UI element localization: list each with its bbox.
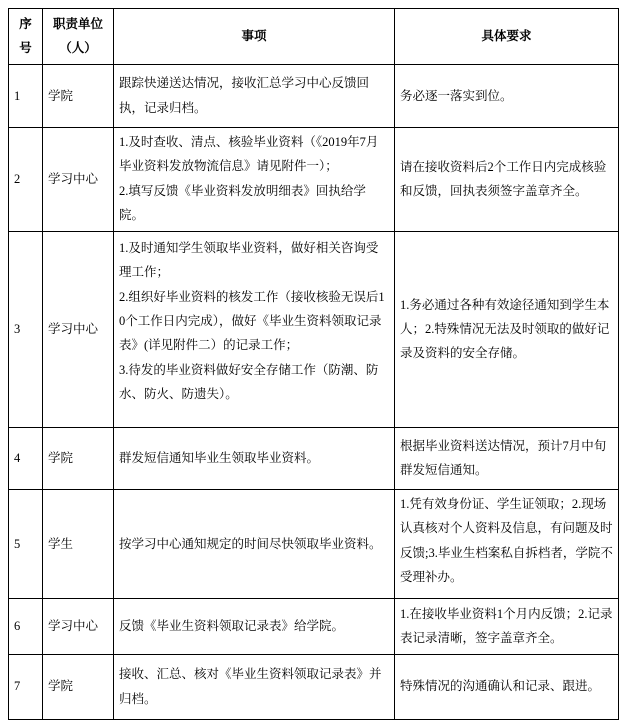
column-header-seq-label: 序号 bbox=[19, 17, 32, 56]
cell-unit: 学习中心 bbox=[43, 127, 114, 231]
graduation-material-process-table bbox=[8, 8, 619, 720]
cell-seq: 4 bbox=[9, 427, 43, 489]
table-body bbox=[9, 64, 619, 719]
column-header-requirement-label: 具体要求 bbox=[481, 29, 532, 44]
cell-unit: 学院 bbox=[43, 427, 114, 489]
cell-requirement: 特殊情况的沟通确认和记录、跟进。 bbox=[395, 654, 619, 719]
column-header-unit-label-line1: 职责单位 bbox=[52, 17, 103, 31]
cell-requirement: 1.务必通过各种有效途径通知到学生本人；2.特殊情况无法及时领取的做好记录及资料的安全存储。 bbox=[395, 231, 619, 427]
column-header-unit-label-line2: （人） bbox=[59, 41, 97, 56]
cell-item-line: 3.待发的毕业资料做好安全存储工作（防潮、防水、防火、防遗失）。 bbox=[119, 362, 379, 401]
cell-requirement: 请在接收资料后2个工作日内完成核验和反馈，回执表须签字盖章齐全。 bbox=[395, 127, 619, 231]
cell-item: 反馈《毕业生资料领取记录表》给学院。 bbox=[114, 598, 395, 654]
column-header-unit bbox=[43, 9, 114, 65]
cell-item-line: 2.填写反馈《毕业资料发放明细表》回执给学院。 bbox=[119, 183, 366, 222]
cell-requirement: 务必逐一落实到位。 bbox=[395, 64, 619, 127]
table-row bbox=[9, 231, 619, 427]
cell-unit: 学院 bbox=[43, 654, 114, 719]
cell-unit: 学院 bbox=[43, 64, 114, 127]
cell-unit: 学习中心 bbox=[43, 598, 114, 654]
cell-requirement: 1.凭有效身份证、学生证领取；2.现场认真核对个人资料及信息，有问题及时反馈;3.毕业生档案私自拆档者，学院不受理补办。 bbox=[395, 489, 619, 598]
table-row bbox=[9, 654, 619, 719]
cell-seq: 1 bbox=[9, 64, 43, 127]
table-row bbox=[9, 427, 619, 489]
cell-item-line: 1.及时查收、清点、核验毕业资料（《2019年7月毕业资料发放物流信息》请见附件一）； bbox=[119, 134, 379, 174]
table-row bbox=[9, 64, 619, 127]
cell-item-line: 1.及时通知学生领取毕业资料，做好相关咨询受理工作； bbox=[119, 240, 379, 280]
table-header-row bbox=[9, 9, 619, 65]
column-header-requirement bbox=[395, 9, 619, 65]
column-header-item bbox=[114, 9, 395, 65]
cell-item: 按学习中心通知规定的时间尽快领取毕业资料。 bbox=[114, 489, 395, 598]
table-header bbox=[9, 9, 619, 65]
table-row bbox=[9, 489, 619, 598]
cell-unit: 学生 bbox=[43, 489, 114, 598]
cell-unit: 学习中心 bbox=[43, 231, 114, 427]
cell-requirement: 根据毕业资料送达情况，预计7月中旬群发短信通知。 bbox=[395, 427, 619, 489]
cell-requirement: 1.在接收毕业资料1个月内反馈；2.记录表记录清晰，签字盖章齐全。 bbox=[395, 598, 619, 654]
column-header-seq bbox=[9, 9, 43, 65]
cell-item bbox=[114, 127, 395, 231]
table-row bbox=[9, 127, 619, 231]
cell-seq: 2 bbox=[9, 127, 43, 231]
table-row bbox=[9, 598, 619, 654]
cell-item: 接收、汇总、核对《毕业生资料领取记录表》并归档。 bbox=[114, 654, 395, 719]
cell-item: 群发短信通知毕业生领取毕业资料。 bbox=[114, 427, 395, 489]
cell-item: 跟踪快递送达情况，接收汇总学习中心反馈回执，记录归档。 bbox=[114, 64, 395, 127]
cell-seq: 6 bbox=[9, 598, 43, 654]
cell-item bbox=[114, 231, 395, 427]
cell-seq: 7 bbox=[9, 654, 43, 719]
cell-seq: 5 bbox=[9, 489, 43, 598]
cell-item-line: 2.组织好毕业资料的核发工作（接收核验无误后10个工作日内完成），做好《毕业生资料领取记录表》(详见附件二）的记录工作； bbox=[119, 289, 385, 353]
column-header-item-label: 事项 bbox=[241, 29, 267, 44]
cell-seq: 3 bbox=[9, 231, 43, 427]
